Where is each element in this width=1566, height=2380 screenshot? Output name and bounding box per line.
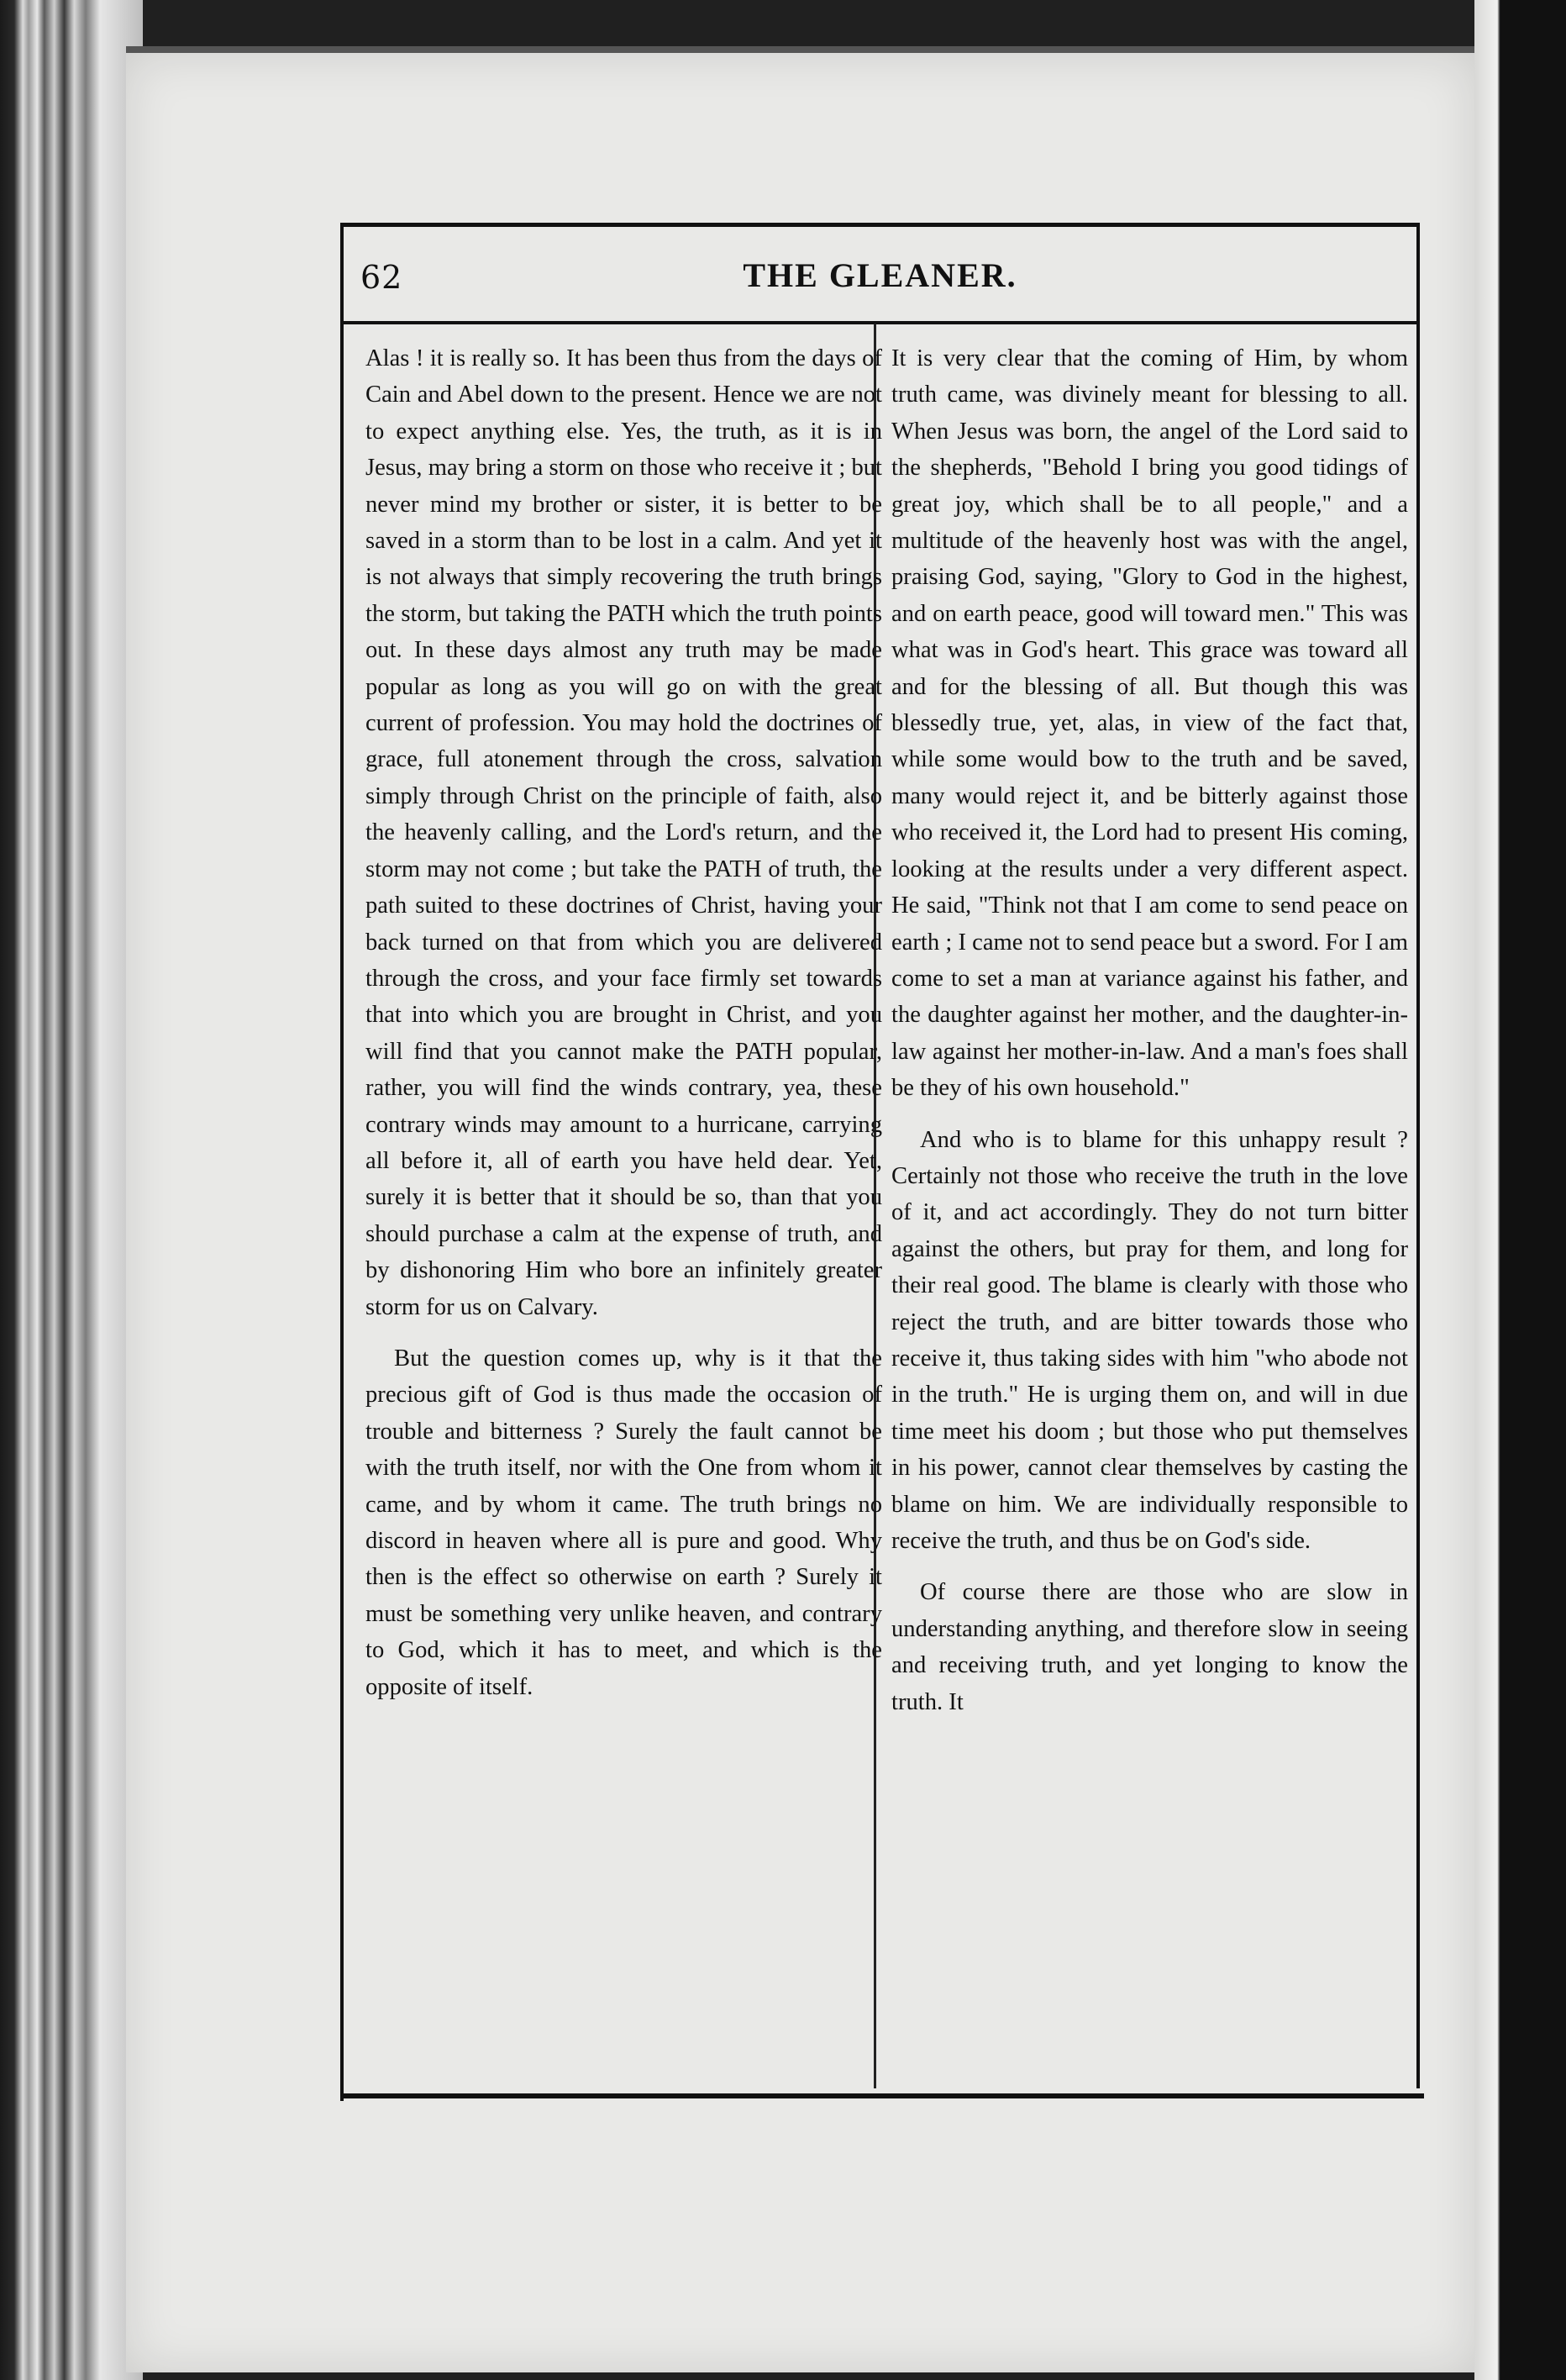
paragraph: Alas ! it is really so. It has been thus from the days of Cain and Abel down to the present. Hence we are not to expect anything else. Yes, the truth, as it is in Jesus, may bring a storm on those who receive it ; but never mind my brother or sister, it is better to be saved in a storm than to be lost in a calm. And yet it is not always that simply recovering the truth brings the storm, but taking the PATH which the truth points out. In these days almost any truth may be made popular as long as you will go on with the great current of profession. You may hold the doctrines of grace, full atonement through the cross, salvation simply through Christ on the principle of faith, also the heavenly calling, and the Lord's return, and the storm may not come ; but take the PATH of truth, the path suited to these doctrines of Christ, having your back turned on that from which you are delivered through the cross, and your face firmly set towards that into which you are brought in Christ, and you will find that you cannot make the PATH popular, rather, you will find the winds contrary, yea, these contrary winds may amount to a hurricane, carrying all before it, all of earth you have held dear. Yet, surely it is better that it should be so, than that you should purchase a calm at the expense of truth, and by dishonoring Him who bore an infinitely greater storm for us on Calvary.: [365, 345, 882, 1320]
page-frame-bottom: [340, 2093, 1424, 2098]
page-frame-left: [340, 223, 344, 2101]
paragraph: And who is to blame for this unhappy result ? Certainly not those who receive the truth in the love of it, and act accordingly. They do not turn bitter against the others, but pray for them, and long for their real good. The blame is clearly with those who reject the truth, and are bitter towards those who receive it, thus taking sides with him "who abode not in the truth." He is urging them on, and will in due time meet his doom ; but those who put themselves in his power, cannot clear themselves by casting the blame on him. We are individually responsible to receive the truth, and thus be on God's side.: [891, 1126, 1408, 1554]
page-number: 62: [360, 259, 403, 296]
printed-page: [340, 223, 1424, 2101]
header-rule: [340, 321, 1420, 324]
right-column: [891, 340, 1408, 1720]
paragraph: But the question comes up, why is it that the precious gift of God is thus made the occasion of trouble and bitterness ? Surely the fault cannot be with the truth itself, nor with the One from whom it came, and by whom it came. The truth brings no discord in heaven where all is pure and good. Why then is the effect so otherwise on earth ? Surely it must be something very unlike heaven, and contrary to God, which it has to meet, and which is the opposite of itself.: [365, 1345, 882, 1700]
page-edge: [1474, 0, 1566, 2380]
page-header: [340, 227, 1420, 321]
book-spine: [0, 0, 143, 2380]
page-frame-right: [1416, 223, 1420, 2088]
left-column: [365, 340, 882, 1705]
running-title: THE GLEANER.: [743, 256, 1017, 294]
paragraph: It is very clear that the coming of Him, by whom truth came, was divinely meant for blessing to all. When Jesus was born, the angel of the Lord said to the shepherds, "Behold I bring you good tidings of great joy, which shall be to all people," and a multitude of the heavenly host was with the angel, praising God, saying, "Glory to God in the highest, and on earth peace, good will toward men." This was what was in God's heart. This grace was toward all and for the blessing of all. But though this was blessedly true, yet, alas, in view of the fact that, while some would bow to the truth and be saved, many would reject it, and be bitterly against those who received it, the Lord had to present His coming, looking at the results under a very different aspect. He said, "Think not that I am come to send peace on earth ; I came not to send peace but a sword. For I am come to set a man at variance against his father, and the daughter against her mother, and the daughter-in-law against her mother-in-law. And a man's foes shall be they of his own household.": [891, 345, 1408, 1102]
paragraph: Of course there are those who are slow in understanding anything, and therefore slow in seeing and receiving truth, and yet longing to know the truth. It: [891, 1579, 1408, 1715]
